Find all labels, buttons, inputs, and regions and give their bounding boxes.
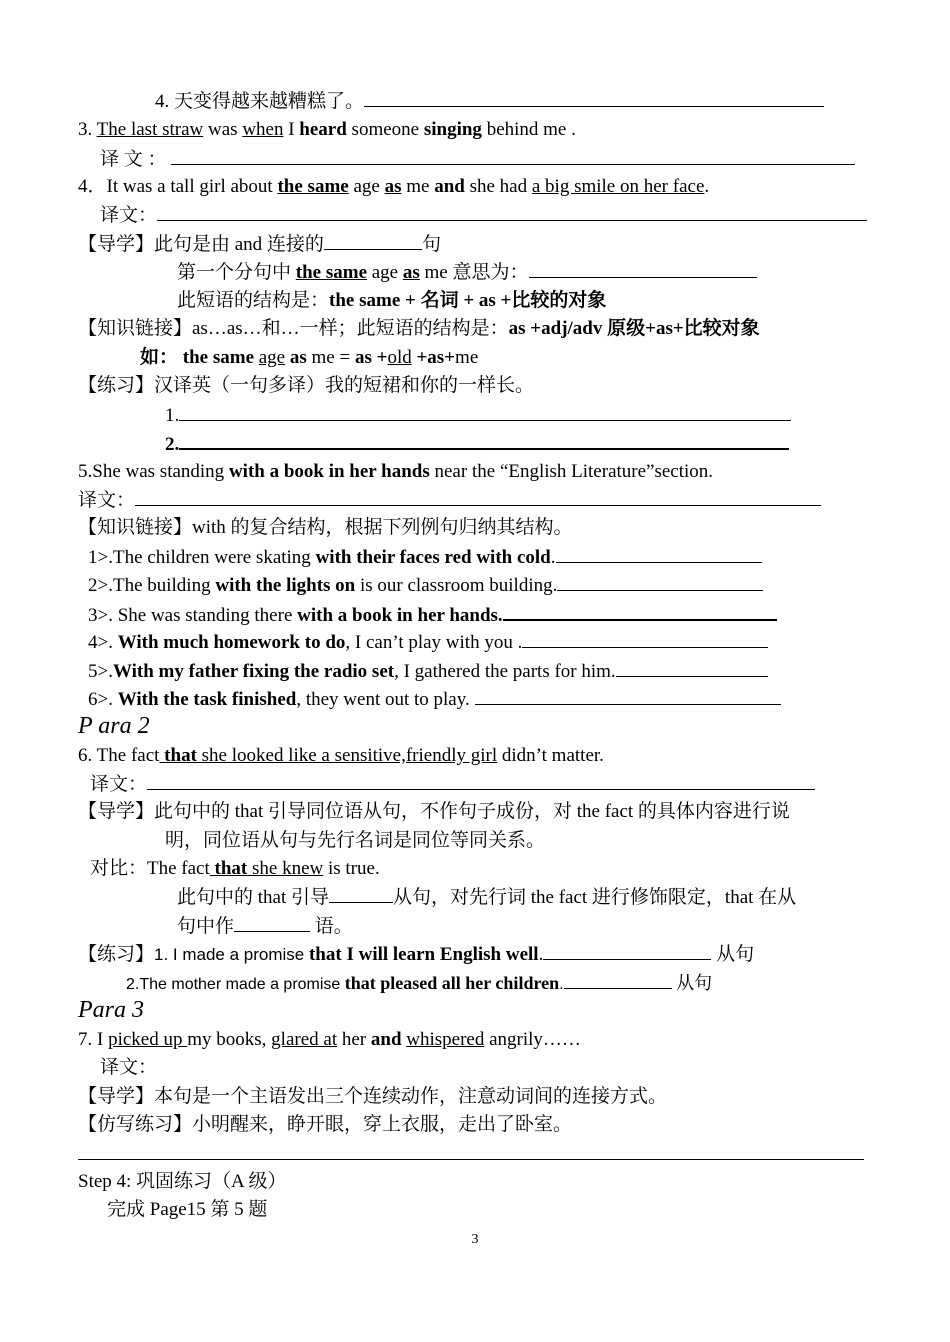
translation-line: 译文： <box>78 488 821 513</box>
item-4-translation-line: 4. 天变得越来越糟糕了。 <box>155 89 824 114</box>
with-example-1: 1>.The children were skating with their faces red with cold. <box>88 545 762 570</box>
comparison-sentence: 对比：The fact that she knew is true. <box>90 858 380 879</box>
sentence-4: 4．It was a tall girl about the same age as me and she had a big smile on her face. <box>78 176 710 197</box>
guide-note: 此短语的结构是：the same + 名词 + as +比较的对象 <box>177 290 607 311</box>
answer-blank[interactable] <box>556 545 762 563</box>
sentence-6: 6. The fact that she looked like a sensitive,friendly girl didn’t matter. <box>78 745 604 766</box>
answer-blank[interactable] <box>171 147 855 165</box>
with-example-2: 2>.The building with the lights on is our classroom building. <box>88 573 763 598</box>
step-4-heading: Step 4: 巩固练习（A 级） <box>78 1171 287 1192</box>
answer-blank[interactable] <box>543 942 711 960</box>
knowledge-link: 【知识链接】as…as…和…一样；此短语的结构是：as +adj/adv 原级+as+比较对象 <box>78 318 760 339</box>
exercise-answer-2: 2. <box>165 431 789 457</box>
imitation-exercise: 【仿写练习】小明醒来，睁开眼，穿上衣服，走出了卧室。 <box>78 1114 573 1135</box>
answer-blank[interactable] <box>179 403 791 421</box>
with-example-3: 3>. She was standing there with a book in her hands. <box>88 602 777 628</box>
section-heading-para-2: P ara 2 <box>78 713 150 739</box>
with-example-5: 5>.With my father fixing the radio set, I gathered the parts for him. <box>88 659 768 684</box>
answer-blank[interactable] <box>564 971 672 989</box>
translation-line: 译文： <box>100 203 867 228</box>
answer-blank[interactable] <box>557 573 763 591</box>
comparison-note: 句中作 语。 <box>177 916 353 937</box>
answer-blank[interactable] <box>324 232 422 250</box>
sentence-5: 5.She was standing with a book in her hands near the “English Literature”section. <box>78 461 714 482</box>
guide-note: 【导学】本句是一个主语发出三个连续动作，注意动词间的连接方式。 <box>78 1086 668 1107</box>
answer-blank[interactable] <box>329 885 393 903</box>
with-example-4: 4>. With much homework to do, I can’t play with you . <box>88 630 768 655</box>
exercise-clause-1: 【练习】1. I made a promise that I will learn English well. 从句 <box>78 944 755 965</box>
sentence-3: 3. The last straw was when I heard someone singing behind me . <box>78 119 576 140</box>
answer-blank[interactable] <box>364 89 824 107</box>
page-number: 3 <box>471 1232 479 1247</box>
answer-blank[interactable] <box>616 659 768 677</box>
guide-note: 明，同位语从句与先行名词是同位等同关系。 <box>165 830 546 851</box>
answer-blank[interactable] <box>135 488 821 506</box>
answer-blank[interactable] <box>157 203 867 221</box>
section-heading-para-3: Para 3 <box>78 997 144 1023</box>
guide-note: 第一个分句中 the same age as me 意思为： <box>177 260 757 285</box>
translation-label: 译文： <box>100 1057 158 1078</box>
answer-blank[interactable] <box>503 602 777 621</box>
guide-note: 【导学】此句是由 and 连接的 句 <box>78 234 441 255</box>
comparison-note: 此句中的 that 引导 从句，对先行词 the fact 进行修饰限定，that 在从 <box>177 887 797 908</box>
sentence-7: 7. I picked up my books, glared at her and whispered angrily…… <box>78 1029 581 1050</box>
with-example-6: 6>. With the task finished, they went out to play. <box>88 687 781 712</box>
step-4-task: 完成 Page15 第 5 题 <box>107 1199 268 1220</box>
exercise-prompt: 【练习】汉译英（一句多译）我的短裙和你的一样长。 <box>78 375 535 396</box>
knowledge-link: 【知识链接】with 的复合结构，根据下列例句归纳其结构。 <box>78 517 573 538</box>
exercise-answer-1: 1. <box>165 403 791 428</box>
answer-blank[interactable] <box>179 431 789 450</box>
answer-blank[interactable] <box>529 260 757 278</box>
guide-note: 【导学】此句中的 that 引导同位语从句，不作句子成份，对 the fact 的具体内容进行说 <box>78 801 790 822</box>
writing-line[interactable] <box>78 1159 864 1160</box>
answer-blank[interactable] <box>475 687 781 705</box>
translation-line: 译文： <box>90 772 815 797</box>
translation-line: 译 文 ： <box>100 147 855 172</box>
example-line: 如： the same age as me = as +old +as+me <box>140 347 479 368</box>
answer-blank[interactable] <box>234 914 310 932</box>
exercise-clause-2: 2.The mother made a promise that pleased all her children. 从句 <box>126 973 713 993</box>
answer-blank[interactable] <box>147 772 815 790</box>
answer-blank[interactable] <box>522 630 768 648</box>
